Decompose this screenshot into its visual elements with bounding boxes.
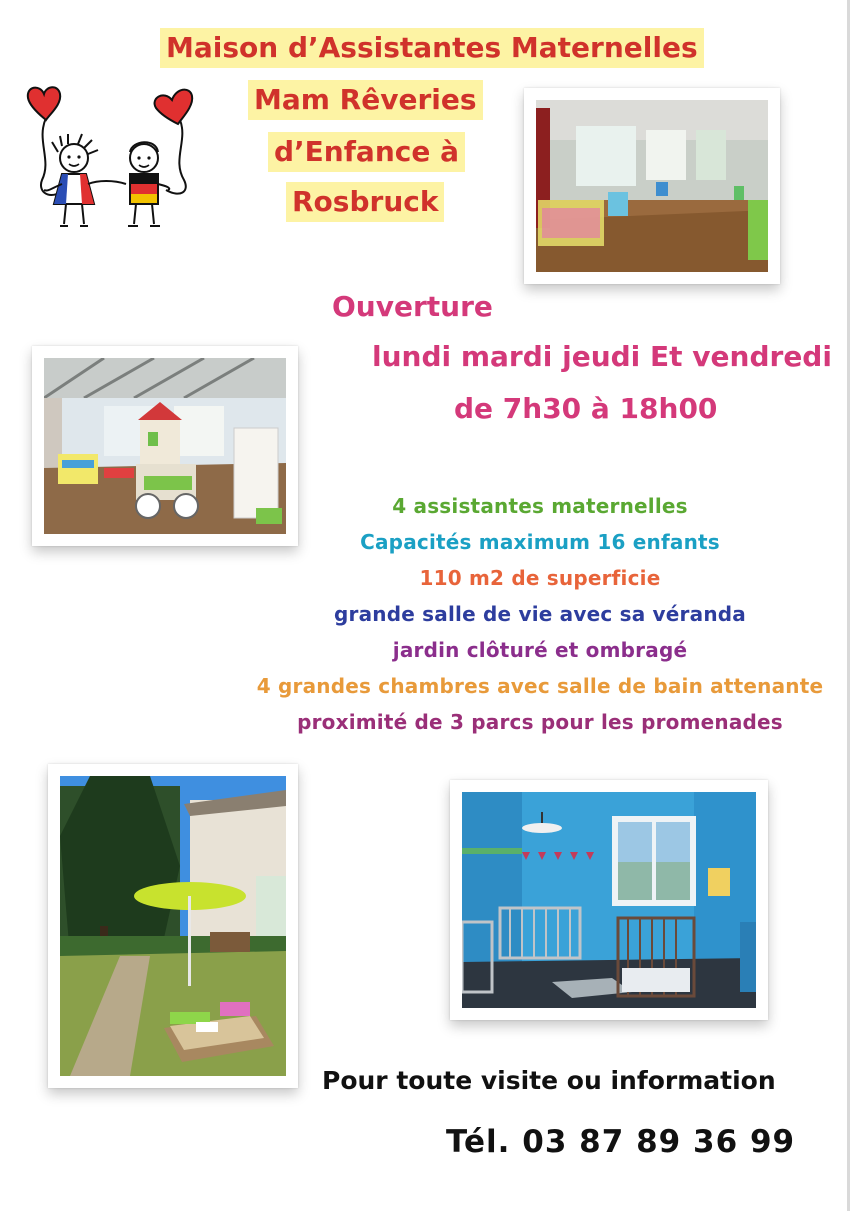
children-with-heart-balloons-icon (22, 80, 208, 230)
bedroom-image (462, 792, 756, 1008)
feature-line: Capacités maximum 16 enfants (360, 530, 720, 554)
opening-days: lundi mardi jeudi Et vendredi (372, 340, 832, 373)
feature-line: 4 grandes chambres avec salle de bain attenante (256, 674, 824, 698)
feature-line: 110 m2 de superficie (419, 566, 661, 590)
phone-number[interactable]: Tél. 03 87 89 36 99 (446, 1124, 796, 1160)
interior-hall-image (536, 100, 768, 272)
title-line-2: Mam Rêveries (248, 80, 483, 120)
opening-title: Ouverture (332, 290, 493, 323)
photo-garden (48, 764, 298, 1088)
title-line-3: d’Enfance à (268, 132, 465, 172)
garden-image (60, 776, 286, 1076)
feature-line: jardin clôturé et ombragé (392, 638, 688, 662)
features-list (230, 488, 850, 740)
contact-text: Pour toute visite ou information (322, 1066, 776, 1095)
opening-hours: de 7h30 à 18h00 (454, 392, 718, 425)
feature-line: proximité de 3 parcs pour les promenades (297, 710, 783, 734)
feature-line: 4 assistantes maternelles (392, 494, 688, 518)
photo-interior-hall (524, 88, 780, 284)
title-line-4: Rosbruck (286, 182, 444, 222)
feature-line: grande salle de vie avec sa véranda (334, 602, 746, 626)
title-line-1: Maison d’Assistantes Maternelles (160, 28, 704, 68)
photo-bedroom (450, 780, 768, 1020)
